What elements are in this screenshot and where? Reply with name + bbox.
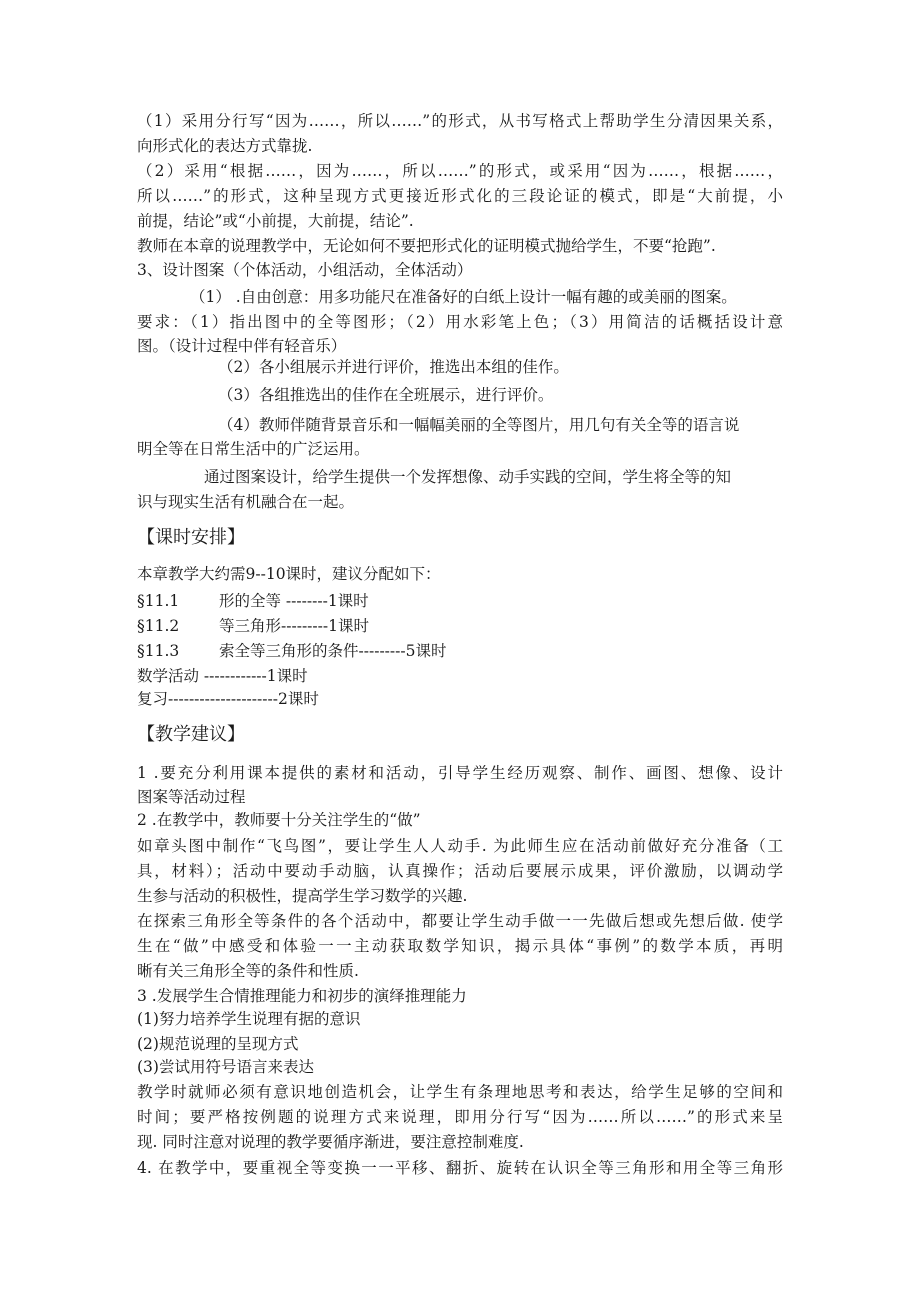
schedule-section: §11.1 (137, 592, 180, 610)
schedule-section: §11.3 (137, 642, 180, 660)
text-line: 现. 同时注意对说理的教学要循序渐进，要注意控制难度. (137, 1133, 524, 1151)
text-line: 生在“做”中感受和体验一一主动获取数学知识，揭示具体“事例”的数学本质，再明 (137, 937, 783, 955)
text-line: (2)规范说理的呈现方式 (137, 1035, 299, 1053)
text-line: （1） .自由创意：用多功能尺在准备好的白纸上设计一幅有趣的或美丽的图案。 (190, 288, 737, 306)
text-line: 2 .在教学中，教师要十分关注学生的“做” (137, 811, 421, 829)
text-line: 明全等在日常生活中的广泛运用。 (137, 440, 370, 458)
text-line: 向形式化的表达方式靠拢. (137, 137, 313, 155)
text-line: 1 .要充分利用课本提供的素材和活动，引导学生经历观察、制作、画图、想像、设计 (137, 764, 783, 782)
text-line: 教师在本章的说理教学中，无论如何不要把形式化的证明模式抛给学生，不要“抢跑”. (137, 237, 716, 255)
text-line: （2）各小组展示并进行评价，推选出本组的佳作。 (218, 358, 569, 376)
text-line: 4. 在教学中，要重视全等变换一一平移、翻折、旋转在认识全等三角形和用全等三角形 (137, 1159, 783, 1177)
suggestions-title: 【教学建议】 (137, 724, 245, 745)
text-line: 图。（设计过程中伴有轻音乐） (137, 337, 347, 355)
text-line: 通过图案设计，给学生提供一个发挥想像、动手实践的空间，学生将全等的知 (204, 468, 732, 486)
text-line: 图案等活动过程 (137, 788, 246, 806)
text-line: (3)尝试用符号语言来表达 (137, 1058, 314, 1076)
schedule-activity: 数学活动 ------------1课时 (137, 667, 308, 685)
schedule-text: 索全等三角形的条件---------5课时 (219, 642, 447, 660)
schedule-item (137, 640, 447, 662)
text-line: （4）教师伴随背景音乐和一幅幅美丽的全等图片，用几句有关全等的语言说 (218, 416, 740, 434)
schedule-text: 形的全等 --------1课时 (219, 592, 369, 610)
schedule-text: 等三角形---------1课时 (219, 617, 369, 635)
section-heading-3: 3、设计图案（个体活动，小组活动，全体活动） (137, 261, 473, 279)
text-line: (1)努力培养学生说理有据的意识 (137, 1010, 361, 1028)
schedule-item (137, 590, 369, 612)
schedule-item (137, 615, 369, 637)
text-line: 要求：（1）指出图中的全等图形；（2）用水彩笔上色；（3）用简洁的话概括设计意 (137, 313, 783, 331)
text-line: 如章头图中制作“飞鸟图”，要让学生人人动手. 为此师生应在活动前做好充分准备（工 (137, 837, 783, 855)
text-line: （1）采用分行写“因为……，所以……”的形式，从书写格式上帮助学生分清因果关系， (137, 112, 783, 130)
text-line: （2）采用“根据……，因为……，所以……”的形式，或采用“因为……，根据……， (137, 162, 783, 180)
schedule-intro: 本章教学大约需9--10课时，建议分配如下： (137, 565, 441, 583)
text-line: 具，材料）；活动中要动手动脑，认真操作；活动后要展示成果，评价激励，以调动学 (137, 862, 783, 880)
text-line: 教学时就师必须有意识地创造机会，让学生有条理地思考和表达，给学生足够的空间和 (137, 1083, 783, 1101)
schedule-title: 【课时安排】 (137, 527, 245, 548)
text-line: 所以……”的形式，这种呈现方式更接近形式化的三段论证的模式，即是“大前提，小 (137, 187, 783, 205)
text-line: （3）各组推选出的佳作在全班展示，进行评价。 (218, 386, 554, 404)
text-line: 3 .发展学生合情推理能力和初步的演绎推理能力 (137, 987, 467, 1005)
text-line: 晰有关三角形全等的条件和性质. (137, 962, 359, 980)
text-line: 识与现实生活有机融合在一起。 (137, 493, 355, 511)
text-line: 在探索三角形全等条件的各个活动中，都要让学生动手做一一先做后想或先想后做. 使学 (137, 912, 783, 930)
text-line: 生参与活动的积极性，提高学生学习数学的兴趣. (137, 887, 468, 905)
schedule-review: 复习---------------------2课时 (137, 690, 319, 708)
text-line: 时间；要严格按例题的说理方式来说理，即用分行写“因为……所以……”的形式来呈 (137, 1108, 783, 1126)
schedule-section: §11.2 (137, 617, 180, 635)
text-line: 前提，结论”或“小前提，大前提，结论”. (137, 212, 414, 230)
